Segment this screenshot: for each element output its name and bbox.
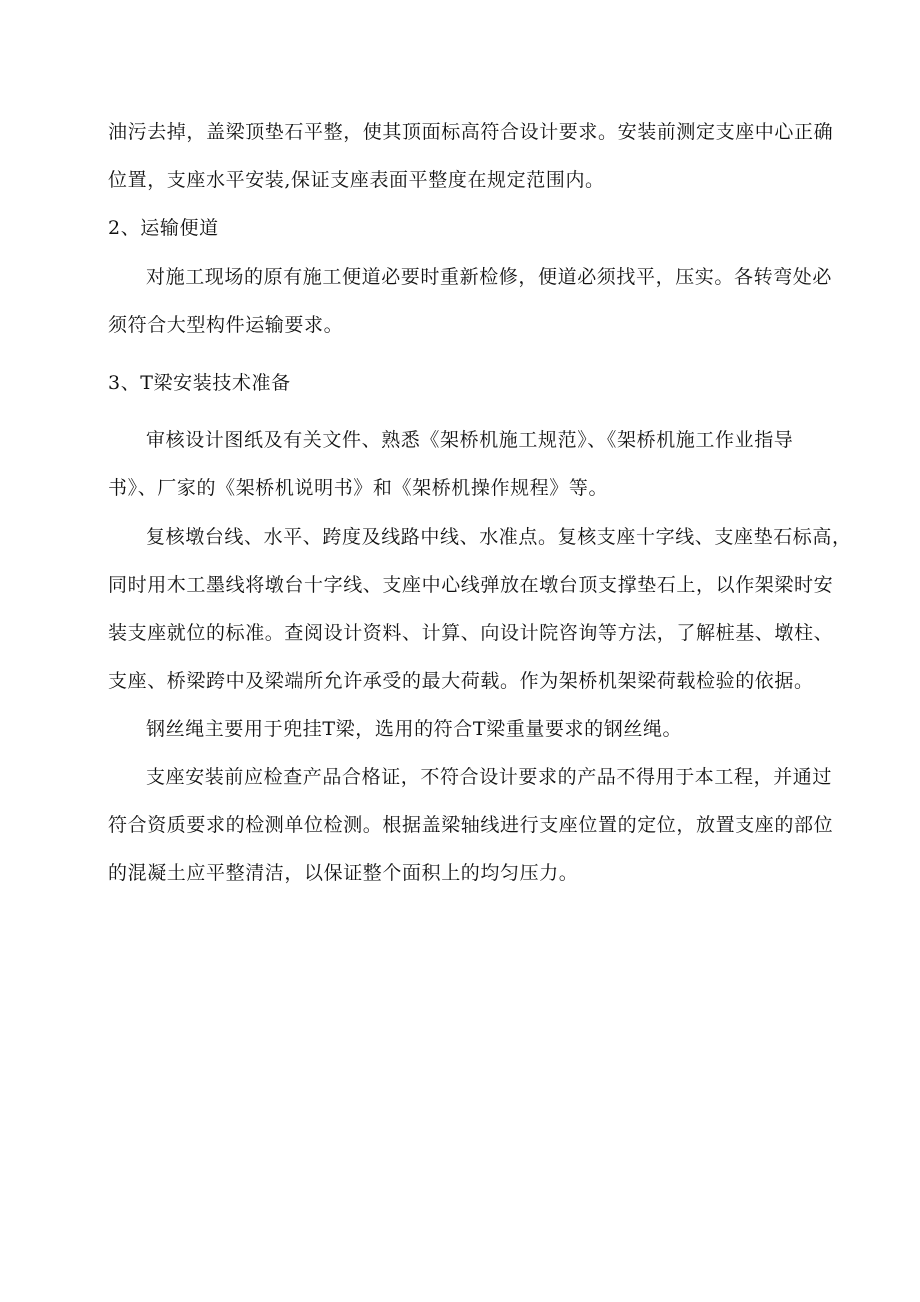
- paragraph-line: 装支座就位的标准。查阅设计资料、计算、向设计院咨询等方法，了解桩基、墩柱、: [108, 622, 834, 644]
- paragraph-line: 支座、桥梁跨中及梁端所允许承受的最大荷载。作为架桥机架梁荷载检验的依据。: [108, 670, 814, 692]
- paragraph-line: 的混凝土应平整清洁，以保证整个面积上的均匀压力。: [108, 862, 579, 884]
- paragraph-line: 复核墩台线、水平、跨度及线路中线、水准点。复核支座十字线、支座垫石标高，: [146, 526, 852, 548]
- paragraph-line: 符合资质要求的检测单位检测。根据盖梁轴线进行支座位置的定位，放置支座的部位: [108, 814, 834, 836]
- paragraph-line: 须符合大型构件运输要求。: [108, 314, 344, 336]
- paragraph-line: 油污去掉，盖梁顶垫石平整，使其顶面标高符合设计要求。安装前测定支座中心正确: [108, 121, 834, 143]
- section-heading-2: 2、运输便道: [108, 217, 219, 239]
- paragraph-line: 位置，支座水平安装,保证支座表面平整度在规定范围内。: [108, 169, 605, 191]
- paragraph-line: 书》、厂家的《架桥机说明书》和《架桥机操作规程》等。: [108, 477, 609, 499]
- paragraph-line: 对施工现场的原有施工便道必要时重新检修，便道必须找平，压实。各转弯处必: [146, 266, 833, 288]
- section-heading-3: 3、T梁安装技术准备: [108, 372, 291, 394]
- paragraph-line: 钢丝绳主要用于兜挂T梁，选用的符合T梁重量要求的钢丝绳。: [146, 718, 683, 740]
- paragraph-line: 同时用木工墨线将墩台十字线、支座中心线弹放在墩台顶支撑垫石上，以作架梁时安: [108, 574, 834, 596]
- paragraph-line: 审核设计图纸及有关文件、熟悉《架桥机施工规范》、《架桥机施工作业指导: [146, 429, 794, 451]
- paragraph-line: 支座安装前应检查产品合格证，不符合设计要求的产品不得用于本工程，并通过: [146, 766, 833, 788]
